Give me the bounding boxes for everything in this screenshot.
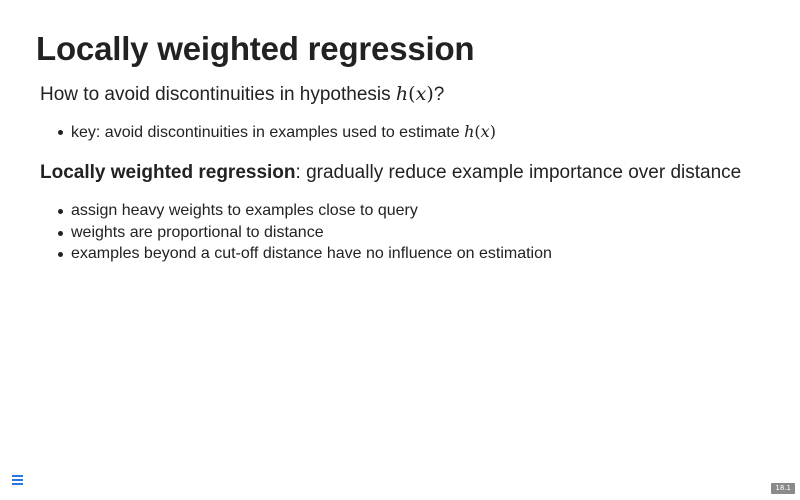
intro-question-suffix: ? xyxy=(433,84,445,105)
slide-number-badge: 18.1 xyxy=(771,483,795,494)
definition-term: Locally weighted regression xyxy=(40,162,296,183)
list-item: weights are proportional to distance xyxy=(55,222,552,244)
math-arg: x xyxy=(415,83,427,105)
definition-text: : gradually reduce example importance over distance xyxy=(295,162,742,183)
detail-list xyxy=(55,200,552,265)
list-item: assign heavy weights to examples close to query xyxy=(55,200,552,222)
list-item: examples beyond a cut-off distance have no influence on estimation xyxy=(55,243,552,265)
math-h-of-x: h(x) xyxy=(395,83,434,105)
hamburger-menu-icon[interactable] xyxy=(11,472,25,486)
slide-title: Locally weighted regression xyxy=(36,30,475,67)
math-h-of-x: h(x) xyxy=(464,122,496,141)
math-fn: h xyxy=(464,122,475,141)
key-point-list xyxy=(55,121,496,144)
list-item xyxy=(55,121,496,144)
intro-question xyxy=(40,83,444,106)
math-arg: x xyxy=(480,122,490,141)
intro-question-text: How to avoid discontinuities in hypothesis xyxy=(40,84,396,105)
definition-paragraph xyxy=(40,162,741,184)
math-fn: h xyxy=(395,83,409,105)
list-item-text: key: avoid discontinuities in examples used to estimate xyxy=(71,124,465,141)
